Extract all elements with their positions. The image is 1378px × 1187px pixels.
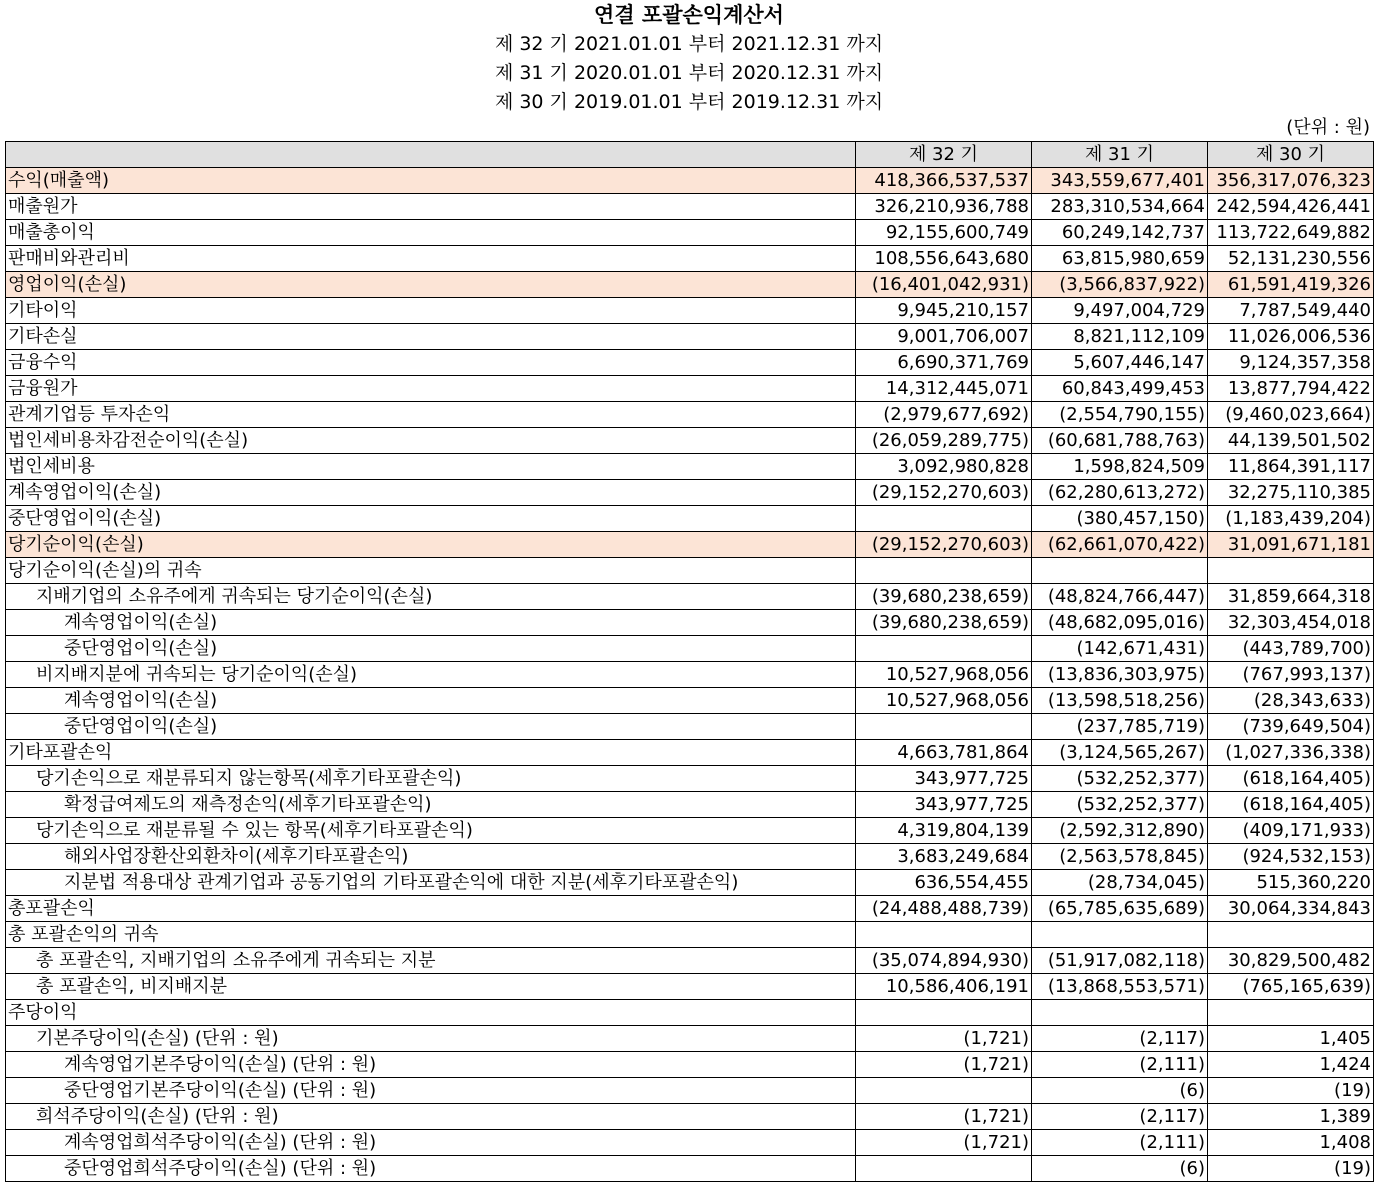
row-value-col1: (24,488,488,739): [856, 896, 1032, 922]
row-value-col3: (618,164,405): [1208, 792, 1374, 818]
row-label: 중단영업희석주당이익(손실) (단위 : 원): [6, 1156, 856, 1182]
table-row: [6, 220, 1374, 246]
table-row: [6, 272, 1374, 298]
row-value-col1: 3,683,249,684: [856, 844, 1032, 870]
row-value-col3: (28,343,633): [1208, 688, 1374, 714]
row-value-col1: (1,721): [856, 1052, 1032, 1078]
row-label: 수익(매출액): [6, 168, 856, 194]
row-value-col1: [856, 636, 1032, 662]
row-label: 기타이익: [6, 298, 856, 324]
row-value-col2: [1032, 558, 1208, 584]
table-row: [6, 1104, 1374, 1130]
row-label: 계속영업희석주당이익(손실) (단위 : 원): [6, 1130, 856, 1156]
table-row: [6, 1052, 1374, 1078]
row-label: 법인세비용: [6, 454, 856, 480]
row-value-col1: (29,152,270,603): [856, 480, 1032, 506]
statement-title: 연결 포괄손익계산서: [594, 3, 784, 27]
row-value-col1: 108,556,643,680: [856, 246, 1032, 272]
table-row: [6, 636, 1374, 662]
row-value-col3: 9,124,357,358: [1208, 350, 1374, 376]
row-value-col1: (35,074,894,930): [856, 948, 1032, 974]
table-row: [6, 350, 1374, 376]
row-value-col3: 31,859,664,318: [1208, 584, 1374, 610]
table-row: [6, 402, 1374, 428]
row-value-col3: 242,594,426,441: [1208, 194, 1374, 220]
row-value-col3: 356,317,076,323: [1208, 168, 1374, 194]
row-label: 기본주당이익(손실) (단위 : 원): [6, 1026, 856, 1052]
row-value-col2: (13,598,518,256): [1032, 688, 1208, 714]
row-value-col1: 343,977,725: [856, 792, 1032, 818]
row-value-col2: (237,785,719): [1032, 714, 1208, 740]
table-row: [6, 610, 1374, 636]
row-value-col3: 1,408: [1208, 1130, 1374, 1156]
row-label: 영업이익(손실): [6, 272, 856, 298]
row-value-col2: (142,671,431): [1032, 636, 1208, 662]
row-value-col1: (1,721): [856, 1026, 1032, 1052]
row-label: 중단영업기본주당이익(손실) (단위 : 원): [6, 1078, 856, 1104]
row-value-col2: (28,734,045): [1032, 870, 1208, 896]
table-row: [6, 974, 1374, 1000]
row-label: 주당이익: [6, 1000, 856, 1026]
row-value-col3: 1,405: [1208, 1026, 1374, 1052]
row-value-col1: 636,554,455: [856, 870, 1032, 896]
row-label: 당기손익으로 재분류될 수 있는 항목(세후기타포괄손익): [6, 818, 856, 844]
row-value-col2: (3,124,565,267): [1032, 740, 1208, 766]
row-value-col1: [856, 714, 1032, 740]
row-value-col2: (62,280,613,272): [1032, 480, 1208, 506]
row-value-col1: (16,401,042,931): [856, 272, 1032, 298]
table-row: [6, 662, 1374, 688]
row-value-col3: (409,171,933): [1208, 818, 1374, 844]
row-value-col3: 32,303,454,018: [1208, 610, 1374, 636]
row-label: 희석주당이익(손실) (단위 : 원): [6, 1104, 856, 1130]
row-value-col1: 92,155,600,749: [856, 220, 1032, 246]
table-row: [6, 376, 1374, 402]
table-row: [6, 558, 1374, 584]
row-value-col2: (60,681,788,763): [1032, 428, 1208, 454]
row-label: 총 포괄손익, 비지배지분: [6, 974, 856, 1000]
row-value-col2: (62,661,070,422): [1032, 532, 1208, 558]
row-label: 금융수익: [6, 350, 856, 376]
table-row: [6, 298, 1374, 324]
row-value-col2: (48,824,766,447): [1032, 584, 1208, 610]
row-value-col2: (2,111): [1032, 1052, 1208, 1078]
row-value-col1: [856, 922, 1032, 948]
row-value-col3: 113,722,649,882: [1208, 220, 1374, 246]
column-header-period-32: 제 32 기: [856, 142, 1032, 168]
table-row: [6, 922, 1374, 948]
row-value-col3: 31,091,671,181: [1208, 532, 1374, 558]
row-value-col3: (443,789,700): [1208, 636, 1374, 662]
row-value-col3: 30,829,500,482: [1208, 948, 1374, 974]
row-value-col1: (29,152,270,603): [856, 532, 1032, 558]
table-row: [6, 1078, 1374, 1104]
row-value-col2: (532,252,377): [1032, 792, 1208, 818]
row-value-col1: [856, 558, 1032, 584]
table-row: [6, 532, 1374, 558]
row-value-col2: (2,592,312,890): [1032, 818, 1208, 844]
statement-header: [0, 0, 1378, 117]
income-statement-table: [5, 141, 1374, 1182]
row-value-col2: (2,563,578,845): [1032, 844, 1208, 870]
row-value-col1: 10,586,406,191: [856, 974, 1032, 1000]
table-row: [6, 870, 1374, 896]
row-value-col1: [856, 1156, 1032, 1182]
row-value-col2: (2,111): [1032, 1130, 1208, 1156]
table-row: [6, 844, 1374, 870]
row-label: 지분법 적용대상 관계기업과 공동기업의 기타포괄손익에 대한 지분(세후기타포괄손익): [6, 870, 856, 896]
row-value-col1: (2,979,677,692): [856, 402, 1032, 428]
row-value-col3: [1208, 922, 1374, 948]
row-value-col2: 343,559,677,401: [1032, 168, 1208, 194]
row-value-col1: (26,059,289,775): [856, 428, 1032, 454]
row-value-col3: (1,027,336,338): [1208, 740, 1374, 766]
row-value-col3: (924,532,153): [1208, 844, 1374, 870]
row-value-col1: 9,001,706,007: [856, 324, 1032, 350]
row-value-col2: (2,554,790,155): [1032, 402, 1208, 428]
row-value-col2: (13,836,303,975): [1032, 662, 1208, 688]
row-value-col1: 9,945,210,157: [856, 298, 1032, 324]
table-row: [6, 688, 1374, 714]
column-header-period-30: 제 30 기: [1208, 142, 1374, 168]
row-value-col1: [856, 1078, 1032, 1104]
row-label: 총 포괄손익의 귀속: [6, 922, 856, 948]
row-value-col3: (9,460,023,664): [1208, 402, 1374, 428]
row-value-col1: 3,092,980,828: [856, 454, 1032, 480]
table-row: [6, 1156, 1374, 1182]
row-label: 비지배지분에 귀속되는 당기순이익(손실): [6, 662, 856, 688]
table-row: [6, 194, 1374, 220]
row-label: 계속영업이익(손실): [6, 480, 856, 506]
row-value-col1: 343,977,725: [856, 766, 1032, 792]
row-label: 당기순이익(손실): [6, 532, 856, 558]
row-label: 당기순이익(손실)의 귀속: [6, 558, 856, 584]
row-value-col1: 10,527,968,056: [856, 688, 1032, 714]
table-row: [6, 1026, 1374, 1052]
table-body: [6, 168, 1374, 1182]
row-value-col1: 4,663,781,864: [856, 740, 1032, 766]
column-header-period-31: 제 31 기: [1032, 142, 1208, 168]
row-value-col2: 9,497,004,729: [1032, 298, 1208, 324]
row-value-col2: 1,598,824,509: [1032, 454, 1208, 480]
row-value-col1: (1,721): [856, 1104, 1032, 1130]
row-value-col3: 52,131,230,556: [1208, 246, 1374, 272]
row-label: 중단영업이익(손실): [6, 714, 856, 740]
table-row: [6, 948, 1374, 974]
table-row: [6, 584, 1374, 610]
row-value-col2: 63,815,980,659: [1032, 246, 1208, 272]
table-row: [6, 246, 1374, 272]
row-value-col3: 61,591,419,326: [1208, 272, 1374, 298]
row-value-col2: (532,252,377): [1032, 766, 1208, 792]
row-value-col3: (19): [1208, 1156, 1374, 1182]
row-value-col3: 1,424: [1208, 1052, 1374, 1078]
row-value-col1: (39,680,238,659): [856, 610, 1032, 636]
row-value-col2: (380,457,150): [1032, 506, 1208, 532]
row-label: 매출총이익: [6, 220, 856, 246]
row-label: 법인세비용차감전순이익(손실): [6, 428, 856, 454]
row-label: 해외사업장환산외환차이(세후기타포괄손익): [6, 844, 856, 870]
row-value-col3: 32,275,110,385: [1208, 480, 1374, 506]
table-row: [6, 766, 1374, 792]
row-label: 계속영업이익(손실): [6, 610, 856, 636]
table-row: [6, 324, 1374, 350]
table-row: [6, 792, 1374, 818]
row-value-col2: (65,785,635,689): [1032, 896, 1208, 922]
table-row: [6, 818, 1374, 844]
row-value-col3: (19): [1208, 1078, 1374, 1104]
row-value-col3: (739,649,504): [1208, 714, 1374, 740]
row-value-col1: 10,527,968,056: [856, 662, 1032, 688]
table-row: [6, 714, 1374, 740]
row-value-col3: (618,164,405): [1208, 766, 1374, 792]
row-value-col2: (51,917,082,118): [1032, 948, 1208, 974]
row-value-col2: (3,566,837,922): [1032, 272, 1208, 298]
row-value-col2: 5,607,446,147: [1032, 350, 1208, 376]
row-value-col1: 4,319,804,139: [856, 818, 1032, 844]
table-row: [6, 480, 1374, 506]
row-value-col2: (6): [1032, 1156, 1208, 1182]
row-value-col3: (765,165,639): [1208, 974, 1374, 1000]
row-value-col3: (767,993,137): [1208, 662, 1374, 688]
row-label: 총포괄손익: [6, 896, 856, 922]
row-value-col2: (6): [1032, 1078, 1208, 1104]
row-value-col2: 283,310,534,664: [1032, 194, 1208, 220]
row-value-col1: 14,312,445,071: [856, 376, 1032, 402]
table-row: [6, 428, 1374, 454]
row-label: 계속영업기본주당이익(손실) (단위 : 원): [6, 1052, 856, 1078]
row-label: 확정급여제도의 재측정손익(세후기타포괄손익): [6, 792, 856, 818]
row-label: 판매비와관리비: [6, 246, 856, 272]
row-value-col3: 515,360,220: [1208, 870, 1374, 896]
row-value-col1: [856, 506, 1032, 532]
row-value-col3: 1,389: [1208, 1104, 1374, 1130]
row-label: 총 포괄손익, 지배기업의 소유주에게 귀속되는 지분: [6, 948, 856, 974]
row-value-col3: 11,864,391,117: [1208, 454, 1374, 480]
row-value-col2: 60,843,499,453: [1032, 376, 1208, 402]
row-value-col2: [1032, 922, 1208, 948]
table-row: [6, 1000, 1374, 1026]
column-header-label: [6, 142, 856, 168]
row-value-col3: [1208, 558, 1374, 584]
table-row: [6, 740, 1374, 766]
row-label: 당기손익으로 재분류되지 않는항목(세후기타포괄손익): [6, 766, 856, 792]
period-line-32: 제 32 기 2021.01.01 부터 2021.12.31 까지: [494, 33, 884, 55]
row-label: 지배기업의 소유주에게 귀속되는 당기순이익(손실): [6, 584, 856, 610]
row-value-col2: (48,682,095,016): [1032, 610, 1208, 636]
row-value-col2: 8,821,112,109: [1032, 324, 1208, 350]
row-value-col3: 7,787,549,440: [1208, 298, 1374, 324]
row-label: 중단영업이익(손실): [6, 636, 856, 662]
period-line-30: 제 30 기 2019.01.01 부터 2019.12.31 까지: [494, 91, 884, 113]
row-value-col3: [1208, 1000, 1374, 1026]
row-value-col2: [1032, 1000, 1208, 1026]
row-value-col1: [856, 1000, 1032, 1026]
table-row: [6, 1130, 1374, 1156]
row-value-col3: 13,877,794,422: [1208, 376, 1374, 402]
row-label: 기타포괄손익: [6, 740, 856, 766]
row-label: 중단영업이익(손실): [6, 506, 856, 532]
row-value-col2: (2,117): [1032, 1104, 1208, 1130]
table-row: [6, 454, 1374, 480]
period-line-31: 제 31 기 2020.01.01 부터 2020.12.31 까지: [494, 62, 884, 84]
table-row: [6, 168, 1374, 194]
row-value-col1: (39,680,238,659): [856, 584, 1032, 610]
row-label: 계속영업이익(손실): [6, 688, 856, 714]
row-label: 관계기업등 투자손익: [6, 402, 856, 428]
row-label: 기타손실: [6, 324, 856, 350]
row-value-col3: 30,064,334,843: [1208, 896, 1374, 922]
unit-label: (단위 : 원): [1286, 117, 1370, 138]
row-label: 매출원가: [6, 194, 856, 220]
table-row: [6, 896, 1374, 922]
table-header-row: [6, 142, 1374, 168]
row-value-col1: 418,366,537,537: [856, 168, 1032, 194]
row-value-col3: (1,183,439,204): [1208, 506, 1374, 532]
row-value-col1: 326,210,936,788: [856, 194, 1032, 220]
row-value-col1: 6,690,371,769: [856, 350, 1032, 376]
row-value-col2: (13,868,553,571): [1032, 974, 1208, 1000]
table-row: [6, 506, 1374, 532]
row-value-col1: (1,721): [856, 1130, 1032, 1156]
row-value-col2: (2,117): [1032, 1026, 1208, 1052]
row-value-col2: 60,249,142,737: [1032, 220, 1208, 246]
row-value-col3: 44,139,501,502: [1208, 428, 1374, 454]
row-label: 금융원가: [6, 376, 856, 402]
row-value-col3: 11,026,006,536: [1208, 324, 1374, 350]
